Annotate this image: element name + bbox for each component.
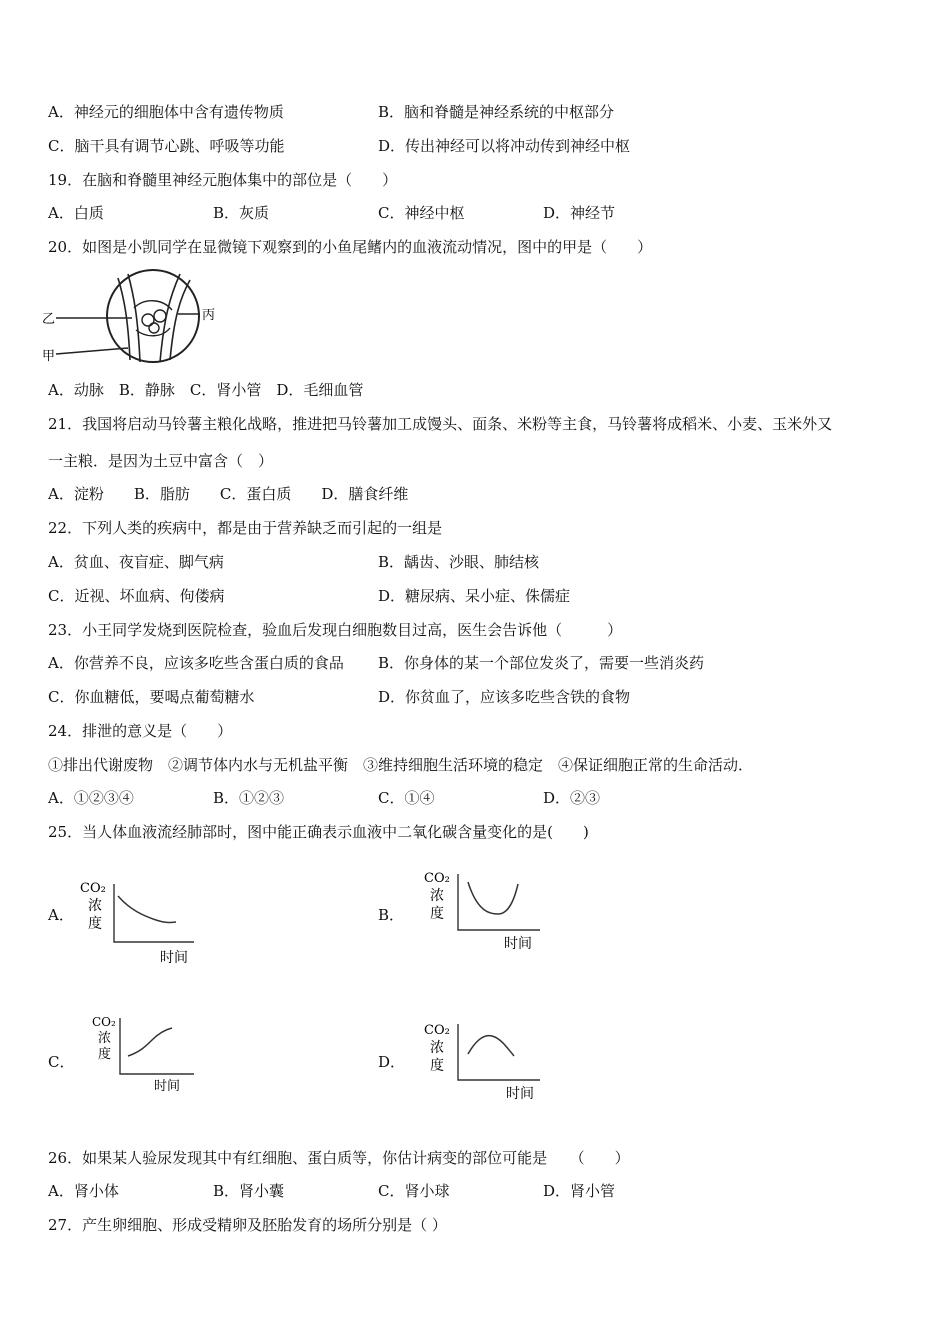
graph-ylabel-char: 度	[88, 916, 102, 932]
q22-option-c: C．近视、坏血病、佝偻病	[48, 587, 225, 605]
q18-option-a: A．神经元的细胞体中含有遗传物质	[48, 103, 284, 121]
q21-stem-line2: 一主粮．是因为土豆中富含（ ）	[48, 452, 274, 470]
blood-cell	[142, 314, 154, 326]
q18-option-b: B．脑和脊髓是神经系统的中枢部分	[378, 103, 615, 121]
q25-graph-c	[90, 1010, 200, 1096]
graph-curve-decreasing	[118, 896, 176, 923]
graph-axes	[458, 874, 540, 930]
q26-option-d: D．肾小管	[543, 1182, 616, 1200]
q20-stem: 20．如图是小凯同学在显微镜下观察到的小鱼尾鳍内的血液流动情况，图中的甲是（ ）	[48, 238, 653, 256]
q25-graph-a	[78, 876, 198, 968]
q25-option-d-label: D．	[378, 1053, 406, 1071]
q24-stem: 24．排泄的意义是（ ）	[48, 722, 233, 740]
q24-option-a: A．①②③④	[48, 789, 134, 807]
graph-axes	[120, 1018, 194, 1074]
graph-ylabel-char: 浓	[430, 1040, 444, 1056]
graph-axes	[458, 1024, 540, 1080]
graph-ylabel-char: 度	[98, 1047, 112, 1062]
graph-curve-valley	[468, 882, 518, 914]
q22-stem: 22．下列人类的疾病中，都是由于营养缺乏而引起的一组是	[48, 519, 443, 537]
graph-xlabel: 时间	[160, 950, 188, 966]
q18-option-d: D．传出神经可以将冲动传到神经中枢	[378, 137, 631, 155]
q22-option-a: A．贫血、夜盲症、脚气病	[48, 553, 224, 571]
graph-ylabel-co2: CO₂	[424, 1023, 450, 1038]
q26-stem: 26．如果某人验尿发现其中有红细胞、蛋白质等，你估计病变的部位可能是 （ ）	[48, 1149, 630, 1167]
q19-option-c: C．神经中枢	[378, 204, 465, 222]
q25-graph-b	[422, 866, 546, 958]
graph-ylabel-co2: CO₂	[424, 871, 450, 886]
graph-ylabel-co2: CO₂	[80, 881, 106, 896]
q19-option-b: B．灰质	[213, 204, 270, 222]
q18-option-c: C．脑干具有调节心跳、呼吸等功能	[48, 137, 285, 155]
blood-cell	[154, 310, 166, 322]
q23-option-d: D．你贫血了，应该多吃些含铁的食物	[378, 688, 631, 706]
blood-cell	[149, 323, 159, 333]
graph-ylabel-char: 度	[430, 1058, 444, 1074]
q21-stem-line1: 21．我国将启动马铃薯主粮化战略，推进把马铃薯加工成馒头、面条、米粉等主食，马铃薯将成稻米、小麦、玉米外又	[48, 415, 833, 433]
q24-option-d: D．②③	[543, 789, 601, 807]
graph-xlabel: 时间	[506, 1086, 534, 1102]
q19-stem: 19．在脑和脊髓里神经元胞体集中的部位是（ ）	[48, 171, 398, 189]
q19-option-a: A．白质	[48, 204, 104, 222]
graph-ylabel-char: 浓	[430, 888, 444, 904]
q19-option-d: D．神经节	[543, 204, 616, 222]
q24-items: ①排出代谢废物 ②调节体内水与无机盐平衡 ③维持细胞生活环境的稳定 ④保证细胞正常的生命活动．	[48, 756, 754, 774]
label-jia: 甲	[42, 349, 56, 364]
graph-xlabel: 时间	[154, 1079, 181, 1094]
q24-option-b: B．①②③	[213, 789, 285, 807]
graph-ylabel-char: 浓	[88, 898, 102, 914]
q20-options: A．动脉 B．静脉 C．肾小管 D．毛细血管	[48, 381, 364, 399]
label-bing: 丙	[202, 308, 216, 323]
q26-option-b: B．肾小囊	[213, 1182, 285, 1200]
q26-option-c: C．肾小球	[378, 1182, 450, 1200]
graph-ylabel-char: 浓	[98, 1031, 112, 1046]
vessel-line	[134, 301, 172, 310]
q25-graph-d	[422, 1014, 546, 1106]
vessel-line	[136, 328, 170, 336]
graph-xlabel: 时间	[504, 936, 532, 952]
q25-stem: 25．当人体血液流经肺部时，图中能正确表示血液中二氧化碳含量变化的是( )	[48, 823, 589, 841]
pointer-line-jia	[56, 348, 128, 354]
q24-option-c: C．①④	[378, 789, 435, 807]
graph-curve-increasing	[128, 1028, 172, 1056]
q25-option-b-label: B．	[378, 906, 405, 924]
q23-option-a: A．你营养不良，应该多吃些含蛋白质的食品	[48, 654, 344, 672]
q26-option-a: A．肾小体	[48, 1182, 119, 1200]
graph-axes	[114, 884, 194, 942]
q20-microscope-figure	[40, 268, 220, 368]
graph-curve-peak	[468, 1036, 514, 1056]
graph-ylabel-char: 度	[430, 906, 444, 922]
q27-stem: 27．产生卵细胞、形成受精卵及胚胎发育的场所分别是（ ）	[48, 1216, 447, 1234]
graph-ylabel-co2: CO₂	[92, 1015, 116, 1029]
q23-option-b: B．你身体的某一个部位发炎了，需要一些消炎药	[378, 654, 705, 672]
q22-option-d: D．糖尿病、呆小症、侏儒症	[378, 587, 571, 605]
q22-option-b: B．龋齿、沙眼、肺结核	[378, 553, 540, 571]
q25-option-a-label: A．	[48, 906, 74, 924]
vessel-line	[160, 274, 180, 362]
label-yi: 乙	[42, 312, 56, 327]
q21-options: A．淀粉 B．脂肪 C．蛋白质 D．膳食纤维	[48, 485, 409, 503]
q23-option-c: C．你血糖低，要喝点葡萄糖水	[48, 688, 255, 706]
q25-option-c-label: C．	[48, 1053, 75, 1071]
q23-stem: 23．小王同学发烧到医院检查，验血后发现白细胞数目过高，医生会告诉他（ ）	[48, 621, 623, 639]
